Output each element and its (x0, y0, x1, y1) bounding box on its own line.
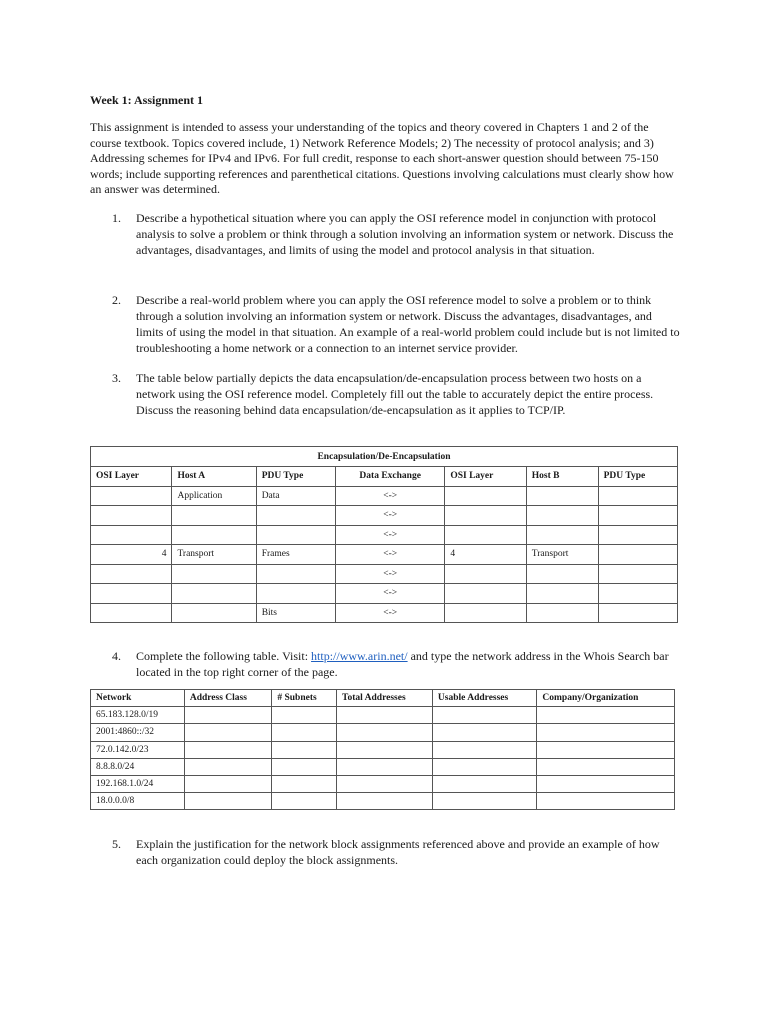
table-header-row (91, 467, 678, 487)
table-cell (272, 724, 337, 741)
table-cell (598, 564, 677, 584)
table-cell (184, 793, 272, 810)
column-header: OSI Layer (445, 467, 526, 487)
table-cell (184, 707, 272, 724)
table-cell: 8.8.8.0/24 (91, 758, 185, 775)
table-cell (91, 525, 172, 545)
table-cell: <-> (336, 525, 445, 545)
table-cell (537, 724, 675, 741)
table-cell: <-> (336, 545, 445, 565)
table-cell (337, 775, 433, 792)
table-cell (537, 707, 675, 724)
table-cell (537, 741, 675, 758)
table-cell (445, 506, 526, 526)
table-cell (445, 525, 526, 545)
table-cell: Application (172, 486, 256, 506)
page-title: Week 1: Assignment 1 (90, 93, 204, 107)
question-text-end: and type the network address in the Whois Search bar located in the top right corner of the page. (136, 649, 669, 679)
table-cell: <-> (336, 506, 445, 526)
table-cell (172, 603, 256, 623)
question-number: 4. (112, 649, 121, 663)
table-cell (432, 724, 536, 741)
column-header: # Subnets (272, 690, 337, 707)
table-row (91, 603, 678, 623)
table-cell (598, 525, 677, 545)
table-cell (537, 775, 675, 792)
table-cell (91, 603, 172, 623)
table-cell (256, 525, 335, 545)
table-cell (337, 707, 433, 724)
table-cell (172, 525, 256, 545)
table-row (91, 758, 675, 775)
table-cell: <-> (336, 486, 445, 506)
table-cell (432, 758, 536, 775)
table-cell (445, 486, 526, 506)
column-header: Network (91, 690, 185, 707)
table-cell (526, 506, 598, 526)
table-cell (184, 758, 272, 775)
column-header: Address Class (184, 690, 272, 707)
question-text (136, 648, 680, 680)
table-cell (91, 486, 172, 506)
table-row (91, 793, 675, 810)
table-cell (172, 584, 256, 604)
column-header: Usable Addresses (432, 690, 536, 707)
question-text: Explain the justification for the network block assignments referenced above and provide an example of how each organization could deploy the block assignments. (136, 837, 660, 867)
table-cell (432, 707, 536, 724)
table-cell: 72.0.142.0/23 (91, 741, 185, 758)
column-header: Host B (526, 467, 598, 487)
table-cell: Frames (256, 545, 335, 565)
table-cell: <-> (336, 584, 445, 604)
question-3 (112, 370, 680, 418)
table-row (91, 506, 678, 526)
question-4 (112, 648, 680, 680)
column-header: Total Addresses (337, 690, 433, 707)
table-cell (256, 506, 335, 526)
question-2 (112, 292, 680, 356)
table-cell: 65.183.128.0/19 (91, 707, 185, 724)
table-cell (184, 775, 272, 792)
table-row (91, 741, 675, 758)
table-row (91, 724, 675, 741)
table-cell: Transport (172, 545, 256, 565)
table-row (91, 486, 678, 506)
question-1 (112, 210, 680, 258)
table-cell (91, 506, 172, 526)
table-cell (272, 707, 337, 724)
table-cell: <-> (336, 564, 445, 584)
table-cell: 2001:4860::/32 (91, 724, 185, 741)
table-cell (445, 564, 526, 584)
table-caption-row (91, 447, 678, 467)
question-number: 5. (112, 837, 121, 851)
table-cell (598, 603, 677, 623)
table-cell (445, 603, 526, 623)
question-text: The table below partially depicts the data encapsulation/de-encapsulation process between two hosts on a network using the OSI reference model. Completely fill out the table to accurately depict the entire process. Discuss the reasoning behind data encapsulation/de-encapsulation as it applies to TCP/IP. (136, 371, 654, 417)
table-cell (526, 584, 598, 604)
table-cell (598, 584, 677, 604)
table-cell (272, 741, 337, 758)
column-header: PDU Type (598, 467, 677, 487)
table-cell: Transport (526, 545, 598, 565)
encapsulation-table (90, 446, 678, 623)
column-header: Company/Organization (537, 690, 675, 707)
column-header: Data Exchange (336, 467, 445, 487)
table-cell (432, 741, 536, 758)
column-header: OSI Layer (91, 467, 172, 487)
table-cell (172, 506, 256, 526)
table-cell (337, 793, 433, 810)
question-5 (112, 836, 680, 868)
table-cell (598, 486, 677, 506)
table-cell: Bits (256, 603, 335, 623)
table-cell (256, 564, 335, 584)
table-cell (337, 758, 433, 775)
table-row (91, 584, 678, 604)
table-cell (445, 584, 526, 604)
question-text-start: Complete the following table. Visit: (136, 649, 312, 663)
question-number: 2. (112, 293, 121, 307)
column-header: PDU Type (256, 467, 335, 487)
table-cell (432, 775, 536, 792)
table-header-row (91, 690, 675, 707)
question-text: Describe a real-world problem where you can apply the OSI reference model to solve a problem or to think through a solution involving an information system or network. Discuss the advantages, disadvantages, and limits of using the model in that situation. An example of a real-world problem could include but is not limited to troubleshooting a home network or a connection to an internet service provider. (136, 293, 680, 355)
table-caption: Encapsulation/De-Encapsulation (91, 447, 678, 467)
table-cell: Data (256, 486, 335, 506)
table-cell (526, 486, 598, 506)
table-cell (272, 793, 337, 810)
table-cell (537, 758, 675, 775)
table-cell (526, 564, 598, 584)
table-row (91, 775, 675, 792)
table-row (91, 545, 678, 565)
table-cell: <-> (336, 603, 445, 623)
table-cell (172, 564, 256, 584)
question-number: 3. (112, 371, 121, 385)
table-cell (256, 584, 335, 604)
table-cell (91, 584, 172, 604)
question-text: Describe a hypothetical situation where you can apply the OSI reference model in conjunction with protocol analysis to solve a problem or think through a solution involving an information system or network. Discuss the advantages, disadvantages, and limits of using the model and protocol analysis in that situation. (136, 211, 674, 257)
arin-link[interactable]: http://www.arin.net/ (311, 649, 408, 663)
table-cell: 192.168.1.0/24 (91, 775, 185, 792)
column-header: Host A (172, 467, 256, 487)
table-cell (337, 724, 433, 741)
table-cell (526, 603, 598, 623)
table-cell (432, 793, 536, 810)
table-cell (184, 741, 272, 758)
table-row (91, 525, 678, 545)
table-cell (526, 525, 598, 545)
table-row (91, 707, 675, 724)
network-table (90, 689, 675, 810)
table-cell (537, 793, 675, 810)
table-cell: 18.0.0.0/8 (91, 793, 185, 810)
table-cell: 4 (91, 545, 172, 565)
table-cell (272, 758, 337, 775)
table-cell (598, 506, 677, 526)
intro-paragraph: This assignment is intended to assess your understanding of the topics and theory covered in Chapters 1 and 2 of the course textbook. Topics covered include, 1) Network Reference Models; 2) The necessity of protocol analysis; and 3) Addressing schemes for IPv4 and IPv6. For full credit, response to each short-answer question should between 75-150 words; include supporting references and parenthetical citations. Questions involving calculations must clearly show how an answer was determined. (90, 120, 674, 197)
table-row (91, 564, 678, 584)
table-cell (337, 741, 433, 758)
table-cell (272, 775, 337, 792)
table-cell: 4 (445, 545, 526, 565)
table-cell (184, 724, 272, 741)
table-cell (598, 545, 677, 565)
question-number: 1. (112, 211, 121, 225)
table-cell (91, 564, 172, 584)
